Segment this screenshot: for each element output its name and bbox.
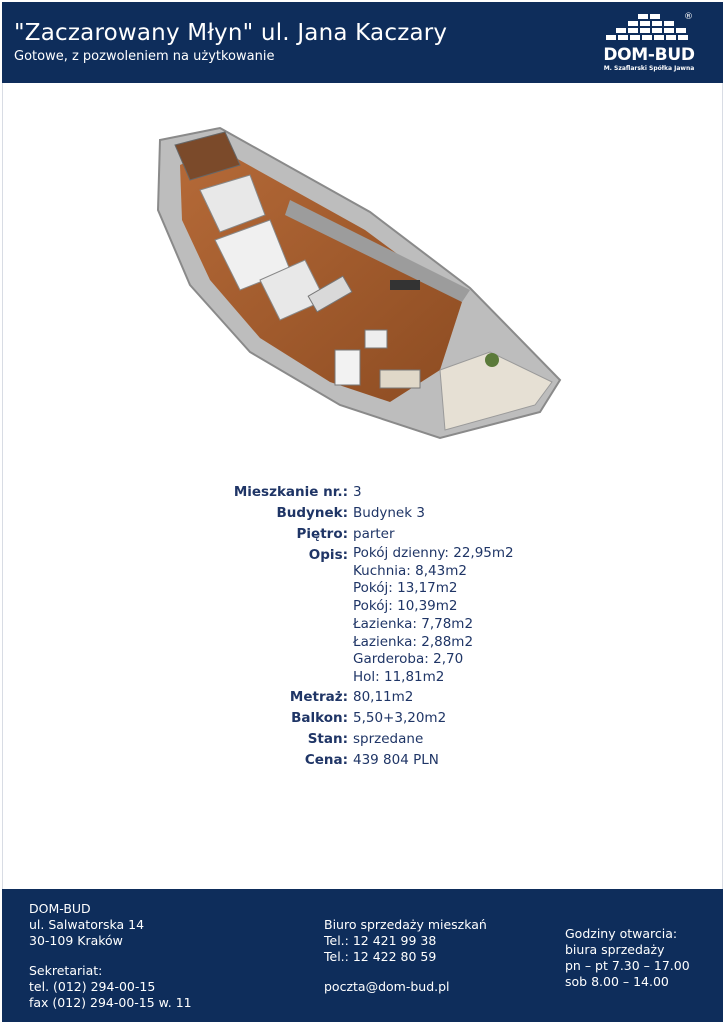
detail-value: 80,11m2 <box>353 688 414 705</box>
registered-mark: ® <box>684 12 693 22</box>
detail-label: Balkon: <box>291 709 348 726</box>
detail-label: Metraż: <box>289 688 348 705</box>
detail-value: sprzedane <box>353 730 424 747</box>
logo-text: DOM-BUD <box>603 45 695 65</box>
room-area-line: Łazienka: 2,88m2 <box>353 633 474 650</box>
hours-office: biura sprzedaży <box>565 942 665 957</box>
street-address: ul. Salwatorska 14 <box>29 917 145 932</box>
detail-row-mieszkanie <box>160 482 580 503</box>
detail-row-pietro <box>160 524 580 545</box>
detail-value: parter <box>353 526 395 542</box>
room-area-line: Hol: 11,81m2 <box>353 668 445 685</box>
city-address: 30-109 Kraków <box>29 933 123 948</box>
brick-wall-icon <box>602 12 696 46</box>
detail-label: Budynek: <box>276 505 348 521</box>
room-area-line: Pokój dzienny: 22,95m2 <box>353 545 514 561</box>
page-title: "Zaczarowany Młyn" ul. Jana Kaczary <box>14 20 448 46</box>
footer-address <box>29 901 192 1011</box>
room-area-line: Garderoba: 2,70 <box>353 651 464 668</box>
room-area-line: Pokój: 10,39m2 <box>353 598 458 615</box>
apartment-details <box>160 482 580 771</box>
sales-phone-1: Tel.: 12 421 99 38 <box>324 933 437 948</box>
room-area-line: Pokój: 13,17m2 <box>353 580 458 597</box>
footer <box>2 889 723 1022</box>
detail-value: 439 804 PLN <box>353 751 439 768</box>
detail-row-metraz <box>160 687 580 708</box>
detail-row-opis <box>160 545 580 687</box>
detail-value: 3 <box>353 484 362 500</box>
hours-saturday: sob 8.00 – 14.00 <box>565 974 669 989</box>
secretariat-label: Sekretariat: <box>29 963 103 978</box>
sales-office-label: Biuro sprzedaży mieszkań <box>324 917 487 932</box>
header <box>2 2 723 83</box>
room-area-line: Kuchnia: 8,43m2 <box>353 562 467 579</box>
detail-row-stan <box>160 729 580 750</box>
detail-value-list <box>353 545 580 687</box>
footer-hours <box>565 926 690 990</box>
detail-label: Mieszkanie nr.: <box>233 484 348 500</box>
dom-bud-logo <box>602 12 700 74</box>
company-name: DOM-BUD <box>29 901 91 916</box>
page-subtitle: Gotowe, z pozwoleniem na użytkowanie <box>14 49 275 64</box>
detail-row-cena <box>160 750 580 771</box>
detail-row-budynek <box>160 503 580 524</box>
detail-label: Opis: <box>308 547 348 563</box>
detail-value: Budynek 3 <box>353 505 425 521</box>
footer-sales <box>324 917 487 995</box>
room-area-line: Łazienka: 7,78m2 <box>353 615 474 632</box>
detail-label: Piętro: <box>296 526 348 542</box>
apartment-floor-plan-image <box>140 120 580 460</box>
detail-label: Cena: <box>304 751 348 768</box>
secretariat-phone: tel. (012) 294-00-15 <box>29 979 156 994</box>
detail-value: 5,50+3,20m2 <box>353 709 447 726</box>
logo-subtext: M. Szaflarski Spółka Jawna <box>603 65 695 72</box>
sales-phone-2: Tel.: 12 422 80 59 <box>324 949 437 964</box>
secretariat-fax: fax (012) 294-00-15 w. 11 <box>29 995 192 1010</box>
hours-weekday: pn – pt 7.30 – 17.00 <box>565 958 690 973</box>
email-link[interactable]: poczta@dom-bud.pl <box>324 979 450 994</box>
hours-label: Godziny otwarcia: <box>565 926 678 941</box>
detail-row-balkon <box>160 708 580 729</box>
detail-label: Stan: <box>307 730 348 747</box>
